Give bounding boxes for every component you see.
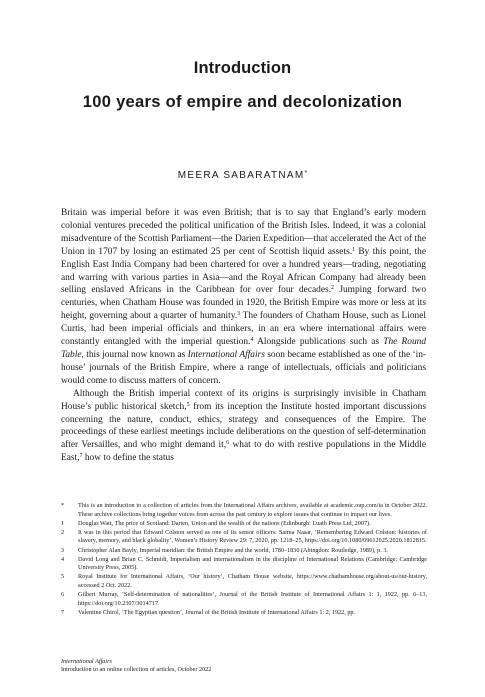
- author-line: [0, 170, 485, 181]
- footnotes: [61, 502, 427, 618]
- footnote-item: [61, 547, 427, 556]
- footnote-text: Douglas Watt, The price of Scotland: Darien, Union and the wealth of the nations (Edinburgh: Luath Press Ltd, 2007).: [78, 519, 371, 527]
- footnote-item: [61, 556, 427, 573]
- footnote-text: This is an introduction to a collection of articles from the International Affairs archives, available at academic.oup.com/ia in October 2022. These archive collections bring together voices from across the past century to explore issues that continue to impact our lives.: [78, 502, 427, 518]
- footnote-number: 1: [61, 519, 65, 527]
- page-footer: [61, 658, 211, 675]
- footnote-ref-2[interactable]: 2: [331, 285, 334, 292]
- p1-round-table: The Round Table: [61, 337, 427, 360]
- footnote-item: [61, 529, 427, 546]
- p1-text-e: Alongside publications such as: [253, 337, 384, 348]
- footer-note: Introduction to an online collection of articles, October 2022: [61, 666, 212, 674]
- p1-text-c: Jumping forward two centuries, when Chatham House was founded in 1920, the British Empire was more or less at its height, governing about a quarter of humanity.: [61, 285, 427, 322]
- p1-text-g: soon became established as one of the ‘in-house’ journals of the British Empire, where a range of intellectuals, officials and politicians would come to discuss matters of concern.: [61, 349, 427, 386]
- footnote-item: [61, 591, 427, 608]
- footnote-ref-1[interactable]: 1: [352, 246, 356, 253]
- footnote-item: [61, 502, 427, 519]
- footnote-ref-7[interactable]: 7: [79, 453, 83, 460]
- footnote-item: [61, 520, 427, 529]
- p1-text-a: Britain was imperial before it was even British; that is to say that England’s early modern colonial ventures preceded the political unification of the British Isles. Indeed, it was a colonial misadventure of the Scottish Parliament—the Darien Expedition—that accelerated the Act of the Union in 1707 by losing an estimated 25 per cent of Scottish liquid assets.: [61, 208, 426, 257]
- footnote-number: 2: [61, 528, 65, 536]
- p2-text-c: what to do with restive populations in the Middle East,: [61, 440, 426, 464]
- p2-text-d: how to define the status: [82, 453, 174, 464]
- footnote-ref-3[interactable]: 3: [237, 311, 241, 318]
- footnote-number: 5: [61, 573, 65, 581]
- footnote-number: 7: [61, 608, 65, 616]
- footer-journal: International Affairs: [61, 658, 112, 665]
- footnote-text: Christopher Alan Bayly, Imperial meridian: the British Empire and the world, 1780–1830 (Abingdon: Routledge, 1989), p. 3.: [78, 546, 388, 554]
- p1-text-f: , this journal now known as: [81, 349, 188, 360]
- p1-journal-name: International Affairs: [187, 349, 265, 360]
- author-footnote-mark: *: [304, 170, 308, 177]
- footnote-number: 4: [61, 555, 65, 563]
- footnote-number: *: [61, 502, 65, 509]
- footnote-item: [61, 573, 427, 590]
- footnote-text: David Long and Brian C. Schmidt, Imperialism and internationalism in the discipline of International Relations (Cambridge: Cambridge University Press, 2005).: [78, 555, 427, 572]
- footnote-ref-4[interactable]: 4: [250, 337, 254, 344]
- paragraph-1: [61, 207, 426, 388]
- footnote-text: Valentine Chirol, ‘The Egyptian question’, Journal of the British Institute of International Affairs 1: 2, 1922, pp.: [78, 608, 356, 616]
- footnote-number: 6: [61, 591, 65, 599]
- p1-text-d: The founders of Chatham House, such as Lionel Curtis, had been imperial officials and thinkers, in an era where international affairs were constantly entangled with the imperial question.: [61, 311, 426, 348]
- footnote-text: Gilbert Murray, ‘Self-determination of nationalities’, Journal of the British Institute of International Affairs 1: 1, 1922, pp. 6–13, https://doi.org/10.2307/3014717.: [78, 591, 427, 607]
- footnote-text: Royal Institute for International Affairs, ‘Our history’, Chatham House website, https://www.chathamhouse.org/about-us/our-history, accessed 2 Oct. 2022.: [78, 573, 427, 589]
- paragraph-2: [61, 388, 426, 465]
- p1-text-b: By this point, the English East India Company had been chartered for over a hundred years—trading, negotiating and warring with various parties in Asia—and the Royal African Company had already been selling enslaved Africans in the Caribbean for over four decades.: [61, 246, 427, 296]
- footnote-ref-6[interactable]: 6: [226, 440, 230, 447]
- page-subtitle: 100 years of empire and decolonization: [82, 93, 403, 111]
- footnote-ref-5[interactable]: 5: [186, 401, 190, 408]
- p2-text-a: Although the British imperial context of its origins is surprisingly invisible in Chatham House’s public historical sketch,: [61, 388, 426, 412]
- article-body: [61, 207, 426, 465]
- title-block: [0, 58, 485, 112]
- p2-text-b: from its inception the Institute hosted important discussions concerning the nature, conduct, ethics, strategy and consequences of the Empire. The proceedings of these earliest meetings include deliberations on the question of self-determination after Versailles, and who might demand it,: [61, 401, 426, 451]
- author-name: MEERA SABARATNAM: [177, 170, 305, 181]
- footnote-text: It was in this period that Edward Colston served as one of its senior officers: Saima Nasar, ‘Remembering Edward Colston: histories of slavery, memory, and black globality’, Women’s History Review 29: 7, 2020, pp. 1218–25, https://doi.org/10.1080/09612025.2020.1812815.: [78, 528, 427, 545]
- page-title: Introduction: [193, 59, 292, 77]
- footnote-number: 3: [61, 546, 65, 554]
- footnote-item: [61, 609, 427, 618]
